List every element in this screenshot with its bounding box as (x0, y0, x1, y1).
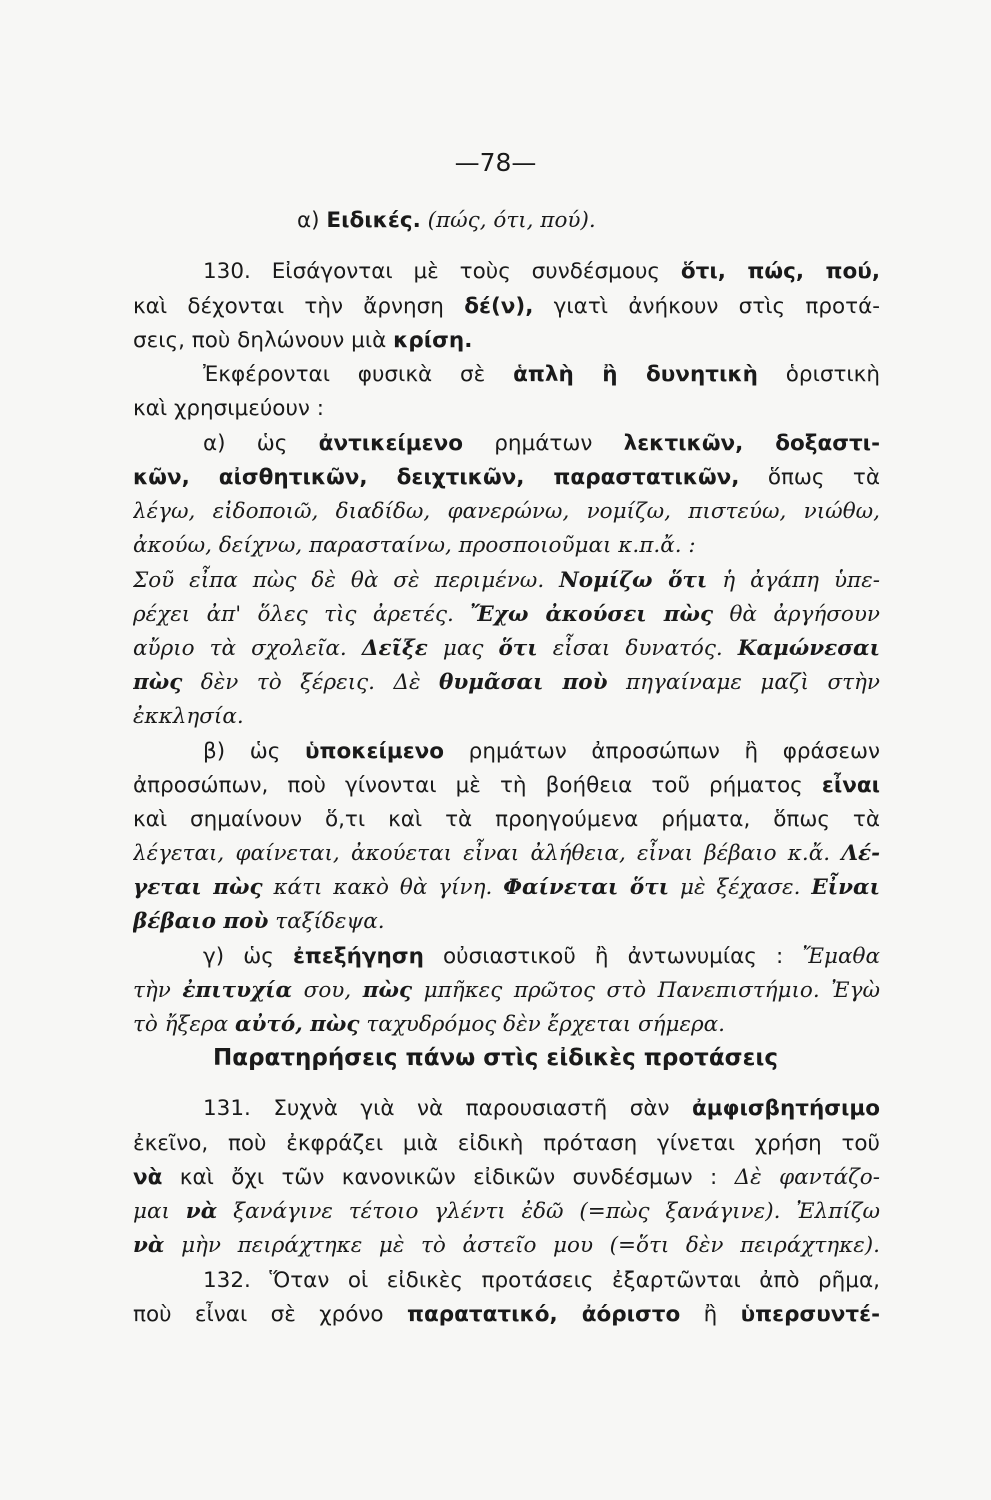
text-run: αὔριο τὰ σχολεῖα. (133, 636, 362, 661)
text-run: εἶσαι δυνατός. (537, 636, 738, 661)
text-run: μαι (133, 1199, 186, 1224)
text-line (133, 290, 880, 324)
text-run: δὲν τὸ ξέρεις. Δὲ (182, 670, 440, 695)
text-run: νὰ (185, 1199, 218, 1224)
text-run: ἐκεῖνο, ποὺ ἐκφράζει μιὰ εἰδικὴ πρόταση γίνεται χρήση τοῦ (133, 1131, 880, 1156)
text-run: Δὲ φαντάζο- (734, 1165, 880, 1190)
text-run: λεκτικῶν, δοξαστι- (623, 431, 880, 456)
text-run: Ἔμαθα (802, 944, 880, 969)
text-run: καὶ χρησιμεύουν : (133, 396, 324, 421)
text-run: νὰ (133, 1233, 165, 1258)
text-run: βέβαιο ποὺ (133, 909, 269, 934)
text-run: γεται πὼς (133, 875, 263, 900)
text-run: Φαίνεται ὅτι (503, 875, 670, 900)
text-run: μας (427, 636, 499, 661)
text-run: ἢ (680, 1302, 741, 1327)
text-run: ξανάγινε τέτοιο γλέντι ἐδῶ (=πὼς ξανάγινε). Ἐλπίζω (217, 1199, 880, 1224)
text-line (133, 495, 880, 529)
text-run: τὸ ἤξερα (133, 1012, 235, 1037)
text-line (133, 529, 880, 563)
text-run: καὶ δέχονται τὴν ἄρνηση (133, 294, 465, 319)
text-run: μπῆκες πρῶτος στὸ Πανεπιστήμιο. Ἐγὼ (412, 978, 880, 1003)
text-run: ρημάτων ἀπροσώπων ἢ φράσεων (444, 739, 880, 764)
text-run: κῶν, αἰσθητικῶν, δειχτικῶν, παραστατικῶν, (133, 465, 740, 490)
text-run: καὶ σημαίνουν ὅ,τι καὶ τὰ προηγούμενα ρήματα, ὅπως τὰ (133, 807, 880, 832)
text-run: Ἔχω ἀκούσει πὼς (470, 602, 714, 627)
text-line (133, 666, 880, 700)
text-line (133, 1195, 880, 1229)
text-run: 130. Εἰσάγονται μὲ τοὺς συνδέσμους (203, 259, 681, 284)
text-run: ἀκούω, δείχνω, παρασταίνω, προσποιοῦμαι κ.π.ἄ. : (133, 533, 696, 558)
text-line (203, 255, 880, 289)
page-number: —78— (454, 148, 537, 177)
text-run: σου, (292, 978, 363, 1003)
text-run: ὅτι (498, 636, 538, 661)
text-line (133, 1127, 880, 1161)
section-title-italic: (πώς, ότι, πού). (420, 208, 596, 233)
text-run: ταχυδρόμος δὲν ἔρχεται σήμερα. (359, 1012, 726, 1037)
text-run: κρίση. (393, 328, 473, 353)
text-run: ἀμφισβητήσιμο (692, 1096, 880, 1121)
section-title (297, 204, 857, 238)
text-run: ὅπως τὰ (739, 465, 880, 490)
text-line (133, 700, 880, 734)
text-run: πὼς (362, 978, 413, 1003)
text-run: Καμώνεσαι (737, 636, 880, 661)
text-run: λέγω, εἰδοποιῶ, διαδίδω, φανερώνω, νομίζω, πιστεύω, νιώθω, (133, 499, 880, 524)
text-run: οὐσιαστικοῦ ἢ ἀντωνυμίας : (423, 944, 803, 969)
text-run: ποὺ εἶναι σὲ χρόνο (133, 1302, 407, 1327)
text-line (133, 598, 880, 632)
text-run: Λέ- (841, 841, 880, 866)
text-run: παρατατικό, ἀόριστο (406, 1302, 681, 1327)
text-run: α) ὡς (203, 431, 319, 456)
text-line (133, 1229, 880, 1263)
text-line (133, 632, 880, 666)
text-line (133, 871, 880, 905)
text-line (133, 769, 880, 803)
text-run: πὼς (133, 670, 183, 695)
text-run: ἐπεξήγηση (292, 944, 424, 969)
text-run: β) ὡς (203, 739, 305, 764)
text-line (203, 427, 880, 461)
text-run: ὑπερσυντέ- (740, 1302, 880, 1327)
subsection-heading: Παρατηρήσεις πάνω στὶς εἰδικὲς προτάσεις (213, 1045, 778, 1071)
text-run: Δεῖξε (361, 636, 428, 661)
text-line (133, 392, 880, 426)
text-line (133, 1161, 880, 1195)
text-line (133, 837, 880, 871)
text-run: γιατὶ ἀνήκουν στὶς προτά- (533, 294, 880, 319)
text-run: Ἐκφέρονται φυσικὰ σὲ (203, 362, 514, 387)
text-line (133, 1298, 880, 1332)
text-run: νὰ (133, 1165, 163, 1190)
text-line (203, 940, 880, 974)
text-line (133, 803, 880, 837)
text-run: μὴν πειράχτηκε μὲ τὸ ἀστεῖο μου (=ὅτι δὲν πειράχτηκε). (164, 1233, 880, 1258)
text-run: καὶ ὄχι τῶν κανονικῶν εἰδικῶν συνδέσμων : (162, 1165, 735, 1190)
section-title-bold: Ειδικές. (326, 208, 421, 233)
text-run: ὑποκείμενο (304, 739, 445, 764)
text-run: Νομίζω ὅτι (559, 568, 708, 593)
text-line (203, 1092, 880, 1126)
text-run: θυμᾶσαι ποὺ (439, 670, 608, 695)
text-line (133, 905, 880, 939)
text-run: αὐτό, πὼς (234, 1012, 360, 1037)
text-line (133, 564, 880, 598)
text-run: θὰ ἀργήσουν (713, 602, 880, 627)
text-run: σεις, ποὺ δηλώνουν μιὰ (133, 328, 394, 353)
text-line (203, 1264, 880, 1298)
section-title-prefix: α) (297, 208, 327, 233)
text-line (203, 735, 880, 769)
text-run: 131. Συχνὰ γιὰ νὰ παρουσιαστῆ σὰν (203, 1096, 693, 1121)
text-line (203, 358, 880, 392)
text-run: κάτι κακὸ θὰ γίνη. (262, 875, 504, 900)
text-run: τὴν (133, 978, 183, 1003)
text-run: λέγεται, φαίνεται, ἀκούεται εἶναι ἀλήθεια, εἶναι βέβαιο κ.ἄ. (133, 841, 842, 866)
text-run: ἀντικείμενο (318, 431, 464, 456)
text-line (133, 324, 880, 358)
text-run: ὁριστικὴ (757, 362, 880, 387)
text-run: ὅτι, πώς, πού, (680, 259, 880, 284)
text-line (133, 974, 880, 1008)
text-run: ἐκκλησία. (133, 704, 244, 729)
text-run: πηγαίναμε μαζὶ στὴν (607, 670, 880, 695)
text-run: 132. Ὅταν οἱ εἰδικὲς προτάσεις ἐξαρτῶνται ἀπὸ ρῆμα, (203, 1268, 880, 1293)
text-run: ἡ ἀγάπη ὑπε- (707, 568, 880, 593)
text-run: ρημάτων (463, 431, 624, 456)
text-run: δέ(ν), (464, 294, 534, 319)
text-run: ἀπροσώπων, ποὺ γίνονται μὲ τὴ βοήθεια τοῦ ρήματος (133, 773, 822, 798)
text-line (133, 461, 880, 495)
text-run: Εἶναι (811, 875, 880, 900)
text-run: ρέχει ἀπ' ὅλες τὶς ἀρετές. (133, 602, 471, 627)
text-run: ἐπιτυχία (182, 978, 293, 1003)
text-run: μὲ ξέχασε. (669, 875, 812, 900)
text-line (133, 1008, 880, 1042)
text-run: εἶναι (821, 773, 880, 798)
text-run: ταξίδεψα. (268, 909, 385, 934)
text-run: ἁπλὴ ἢ δυνητικὴ (513, 362, 758, 387)
text-run: γ) ὡς (203, 944, 293, 969)
text-run: Σοῦ εἶπα πὼς δὲ θὰ σὲ περιμένω. (133, 568, 560, 593)
